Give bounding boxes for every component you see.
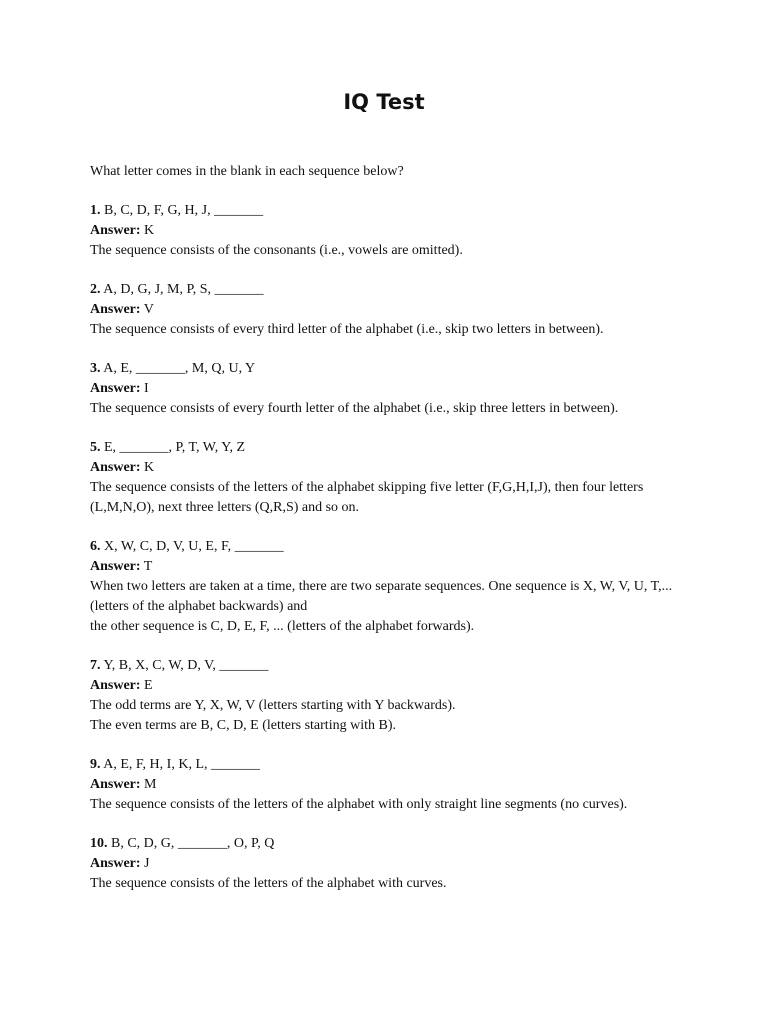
answer-label: Answer: <box>90 856 141 871</box>
page-title: IQ Test <box>343 90 425 114</box>
question-line <box>90 280 690 300</box>
question-number: 2. <box>90 282 101 297</box>
explanation-text: The sequence consists of the letters of the alphabet skipping five letter (F,G,H,I,J), then four letters (L,M,N,O), next three letters (Q,R,S) and so on. <box>90 480 647 515</box>
question-item-6 <box>90 537 690 637</box>
question-item-10 <box>90 834 690 894</box>
question-line <box>90 755 690 775</box>
answer-value: K <box>144 223 155 238</box>
answer-line <box>90 557 690 577</box>
question-item-3 <box>90 359 690 419</box>
answer-label: Answer: <box>90 777 141 792</box>
answer-label: Answer: <box>90 381 141 396</box>
question-sequence: Y, B, X, C, W, D, V, _______ <box>103 658 269 673</box>
answer-line <box>90 221 690 241</box>
document-body <box>90 162 690 913</box>
answer-line <box>90 379 690 399</box>
answer-label: Answer: <box>90 223 141 238</box>
question-number: 10. <box>90 836 108 851</box>
question-line <box>90 656 690 676</box>
answer-value: I <box>144 381 149 396</box>
question-number: 5. <box>90 440 101 455</box>
question-number: 6. <box>90 539 101 554</box>
explanation-text: The sequence consists of the consonants (i.e., vowels are omitted). <box>90 243 463 258</box>
explanation-text: The sequence consists of the letters of the alphabet with curves. <box>90 876 447 891</box>
explanation-text: The even terms are B, C, D, E (letters starting with B). <box>90 718 396 733</box>
question-number: 1. <box>90 203 101 218</box>
answer-label: Answer: <box>90 559 141 574</box>
question-line <box>90 537 690 557</box>
explanation-text: The sequence consists of the letters of the alphabet with only straight line segments (no curves). <box>90 797 628 812</box>
question-item-7 <box>90 656 690 736</box>
answer-line <box>90 854 690 874</box>
answer-value: V <box>143 302 154 317</box>
question-item-2 <box>90 280 690 340</box>
question-line <box>90 438 690 458</box>
question-sequence: B, C, D, F, G, H, J, _______ <box>104 203 264 218</box>
question-line <box>90 201 690 221</box>
question-sequence: A, E, _______, M, Q, U, Y <box>103 361 256 376</box>
intro-text: What letter comes in the blank in each sequence below? <box>90 164 404 179</box>
explanation-text: When two letters are taken at a time, there are two separate sequences. One sequence is X, W, V, U, T,... (letters of the alphabet backwards) and <box>90 579 676 614</box>
answer-value: M <box>144 777 157 792</box>
answer-line <box>90 458 690 478</box>
answer-value: E <box>144 678 153 693</box>
explanation-text: The odd terms are Y, X, W, V (letters starting with Y backwards). <box>90 698 456 713</box>
question-sequence: E, _______, P, T, W, Y, Z <box>104 440 246 455</box>
answer-value: J <box>144 856 150 871</box>
answer-label: Answer: <box>90 460 141 475</box>
explanation-text: The sequence consists of every fourth letter of the alphabet (i.e., skip three letters in between). <box>90 401 619 416</box>
answer-line <box>90 676 690 696</box>
answer-line <box>90 300 690 320</box>
question-line <box>90 359 690 379</box>
question-line <box>90 834 690 854</box>
question-number: 9. <box>90 757 101 772</box>
answer-value: K <box>144 460 155 475</box>
question-sequence: B, C, D, G, _______, O, P, Q <box>111 836 275 851</box>
answer-line <box>90 775 690 795</box>
explanation-text: The sequence consists of every third letter of the alphabet (i.e., skip two letters in between). <box>90 322 604 337</box>
question-sequence: X, W, C, D, V, U, E, F, _______ <box>104 539 284 554</box>
answer-label: Answer: <box>90 302 141 317</box>
question-item-5 <box>90 438 690 518</box>
question-sequence: A, E, F, H, I, K, L, _______ <box>103 757 260 772</box>
question-sequence: A, D, G, J, M, P, S, _______ <box>103 282 264 297</box>
answer-value: T <box>143 559 153 574</box>
question-number: 7. <box>90 658 101 673</box>
answer-label: Answer: <box>90 678 141 693</box>
question-number: 3. <box>90 361 101 376</box>
question-item-1 <box>90 201 690 261</box>
question-item-9 <box>90 755 690 815</box>
explanation-text: the other sequence is C, D, E, F, ... (letters of the alphabet forwards). <box>90 619 475 634</box>
